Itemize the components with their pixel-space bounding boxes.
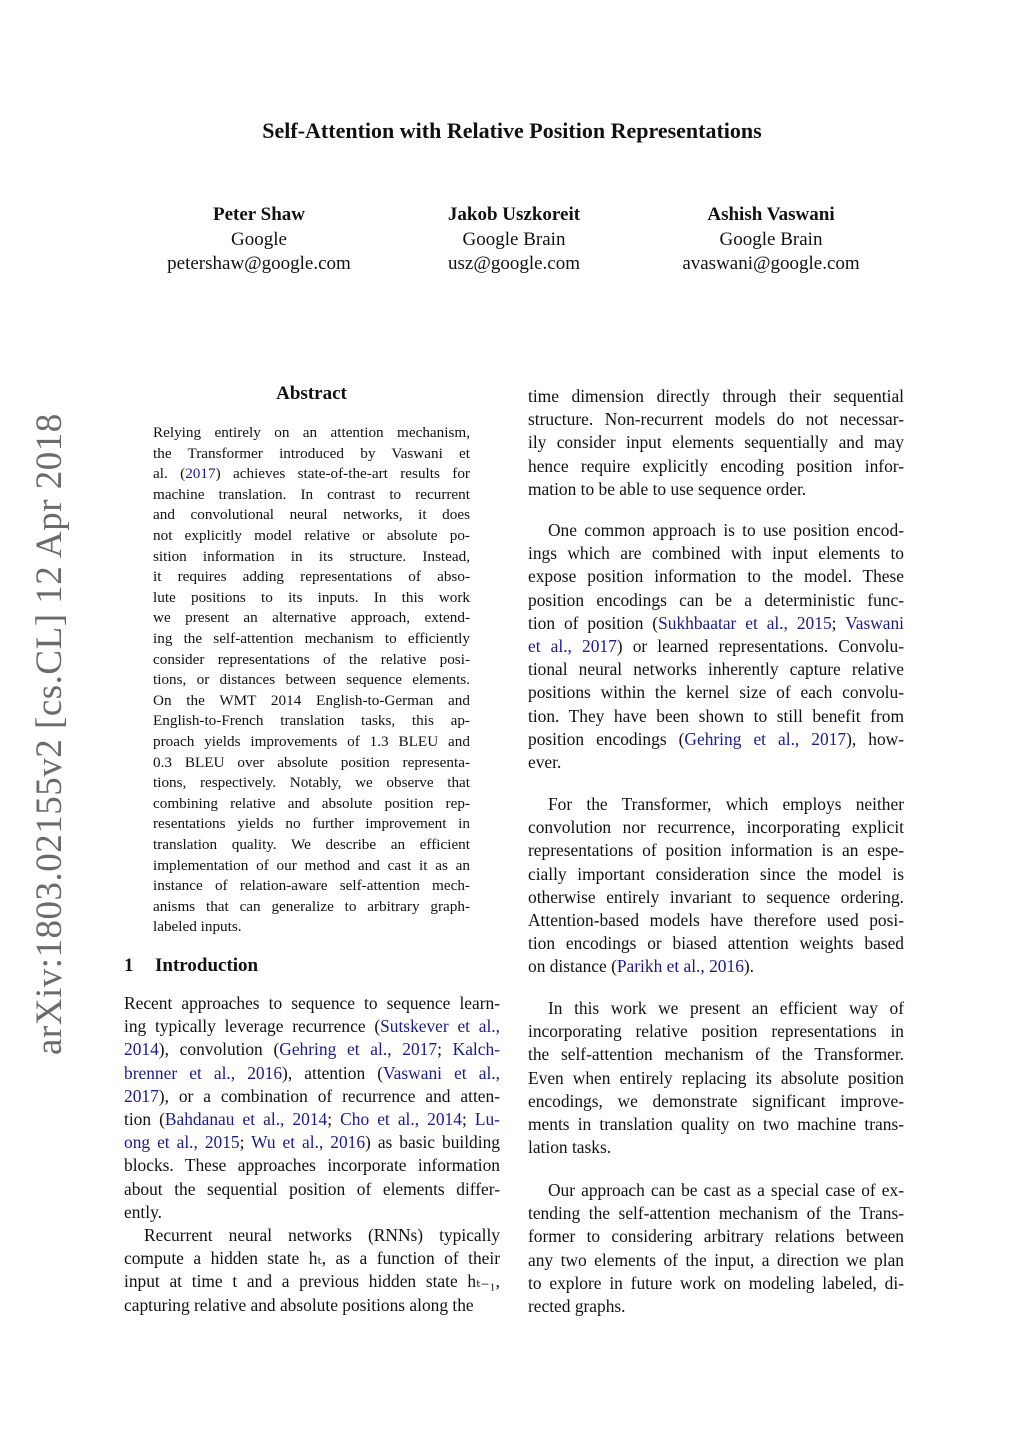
text-line: tion (Bahdanau et al., 2014; Cho et al., 2014; Lu- <box>124 1109 500 1129</box>
text-line: translation quality. We describe an efficient <box>153 836 470 853</box>
text-line: Relying entirely on an attention mechanism, <box>153 424 470 441</box>
text-line: otherwise entirely invariant to sequence ordering. <box>528 886 904 907</box>
text-line: tion encodings or biased attention weights based <box>528 933 904 954</box>
text-line: tions, respectively. Notably, we observe that <box>153 774 470 792</box>
text-line: and convolutional neural networks, it does <box>153 506 470 524</box>
author-affiliation: Google Brain <box>719 228 823 250</box>
text-line: position encodings can be a deterministic func- <box>528 589 904 610</box>
text-line: In this work we present an efficient way of <box>548 998 904 1018</box>
text-line: English-to-French translation tasks, this ap- <box>153 712 470 730</box>
author-name: Peter Shaw <box>213 204 305 225</box>
author-affiliation: Google <box>231 228 287 250</box>
abstract-heading: Abstract <box>276 383 347 404</box>
text-line: lation tasks. <box>528 1137 612 1158</box>
text-line: compute a hidden state hₜ, as a function of their <box>124 1248 500 1269</box>
text-line: hence require explicitly encoding position infor- <box>528 455 904 476</box>
author-affiliation: Google Brain <box>462 228 566 250</box>
section-title: Introduction <box>155 955 259 976</box>
text-line: consider representations of the relative posi- <box>153 650 470 668</box>
text-line: For the Transformer, which employs neither <box>548 794 904 814</box>
text-line: ong et al., 2015; Wu et al., 2016) as basic building <box>124 1132 500 1153</box>
text-line: ing the self-attention mechanism to efficiently <box>153 630 470 647</box>
text-line: implementation of our method and cast it as an <box>153 856 470 874</box>
text-line: expose position information to the model. These <box>528 566 904 587</box>
text-line: tion of position (Sukhbaatar et al., 2015; Vaswani <box>528 612 905 633</box>
text-line: any two elements of the input, a direction we plan <box>528 1249 904 1270</box>
text-line: Even when entirely replacing its absolute position <box>528 1067 904 1088</box>
text-line: One common approach is to use position encod- <box>548 520 904 540</box>
text-line: to explore in future work on modeling labeled, di- <box>528 1272 904 1293</box>
text-line: ily consider input elements sequentially and may <box>528 432 904 453</box>
text-line: Our approach can be cast as a special case of ex- <box>548 1180 904 1200</box>
text-line: the self-attention mechanism of the Transformer. <box>528 1044 904 1065</box>
author-email: avaswani@google.com <box>682 253 860 274</box>
text-line: cially important consideration since the model is <box>528 863 904 884</box>
text-line: Recent approaches to sequence to sequence learn- <box>124 993 500 1013</box>
text-line: convolution nor recurrence, incorporating explicit <box>528 817 904 838</box>
text-line: lute positions to its inputs. In this work <box>153 588 470 606</box>
text-line: sition information in its structure. Instead, <box>153 547 470 565</box>
text-line: about the sequential position of elements differ- <box>124 1178 500 1199</box>
text-line: 2017), or a combination of recurrence and atten- <box>124 1085 500 1106</box>
text-line: rected graphs. <box>528 1296 626 1316</box>
text-line: position encodings (Gehring et al., 2017), how- <box>528 728 905 749</box>
text-line: Attention-based models have therefore used posi- <box>528 910 904 930</box>
text-line: it requires adding representations of abso- <box>153 568 470 586</box>
text-line: capturing relative and absolute positions along the <box>124 1294 474 1315</box>
text-line: not explicitly model relative or absolute po- <box>153 527 470 544</box>
text-line: the Transformer introduced by Vaswani et <box>153 444 470 462</box>
text-line: labeled inputs. <box>153 918 242 936</box>
text-line: incorporating relative position representations in <box>528 1021 904 1042</box>
text-line: machine translation. In contrast to recurrent <box>153 485 470 503</box>
text-line: instance of relation-aware self-attention mech- <box>153 877 470 895</box>
text-line: brenner et al., 2016), attention (Vaswani et al., <box>124 1062 500 1083</box>
text-line: time dimension directly through their sequential <box>528 386 904 406</box>
text-line: mation to be able to use sequence order. <box>528 478 807 499</box>
author-email: usz@google.com <box>448 253 580 274</box>
text-line: encodings, we demonstrate significant improve- <box>528 1090 904 1111</box>
text-line: tending the self-attention mechanism of the Trans- <box>528 1203 904 1224</box>
author-name: Ashish Vaswani <box>707 204 835 225</box>
author-block-2 <box>369 203 659 277</box>
text-line: ings which are combined with input elements to <box>528 543 904 564</box>
text-line: on distance (Parikh et al., 2016). <box>528 956 755 977</box>
text-line: representations of position information is an espe- <box>528 840 904 861</box>
text-line: et al., 2017) or learned representations. Convolu- <box>528 636 904 656</box>
text-line: resentations yields no further improvement in <box>153 815 470 833</box>
section-heading-introduction <box>124 955 258 977</box>
paper-title: Self-Attention with Relative Position Representations <box>262 118 762 143</box>
text-line: ments in translation quality on two machine trans- <box>528 1114 904 1134</box>
text-line: positions within the kernel size of each convolu- <box>528 682 904 703</box>
text-line: combining relative and absolute position rep- <box>153 794 470 812</box>
text-line: proach yields improvements of 1.3 BLEU and <box>153 733 470 750</box>
arxiv-stamp: arXiv:1803.02155v2 [cs.CL] 12 Apr 2018 <box>29 413 70 1055</box>
text-line: 0.3 BLEU over absolute position representa- <box>153 753 470 771</box>
text-line: tion. They have been shown to still benefit from <box>528 705 904 726</box>
text-line: blocks. These approaches incorporate information <box>124 1155 500 1176</box>
author-email: petershaw@google.com <box>167 253 351 274</box>
text-line: anisms that can generalize to arbitrary graph- <box>153 897 470 915</box>
text-line: 2014), convolution (Gehring et al., 2017; Kalch- <box>124 1039 500 1060</box>
text-line: we present an alternative approach, extend- <box>153 609 470 627</box>
text-line: On the WMT 2014 English-to-German and <box>153 691 470 709</box>
text-line: ever. <box>528 752 562 772</box>
author-name: Jakob Uszkoreit <box>447 204 581 225</box>
text-line: Recurrent neural networks (RNNs) typically <box>144 1225 500 1245</box>
section-number: 1 <box>124 955 134 976</box>
text-line: tions, or distances between sequence elements. <box>153 671 470 689</box>
text-line: structure. Non-recurrent models do not necessar- <box>528 409 904 430</box>
text-line: ing typically leverage recurrence (Sutskever et al., <box>124 1016 500 1037</box>
text-line: al. (2017) achieves state-of-the-art results for <box>153 465 470 483</box>
text-line: input at time t and a previous hidden state hₜ₋₁, <box>124 1271 500 1292</box>
author-block-1 <box>114 203 404 277</box>
text-line: tional neural networks inherently capture relative <box>528 659 904 680</box>
text-line: former to considering arbitrary relations between <box>528 1226 904 1247</box>
text-line: ently. <box>124 1201 162 1222</box>
author-block-3 <box>626 203 916 277</box>
